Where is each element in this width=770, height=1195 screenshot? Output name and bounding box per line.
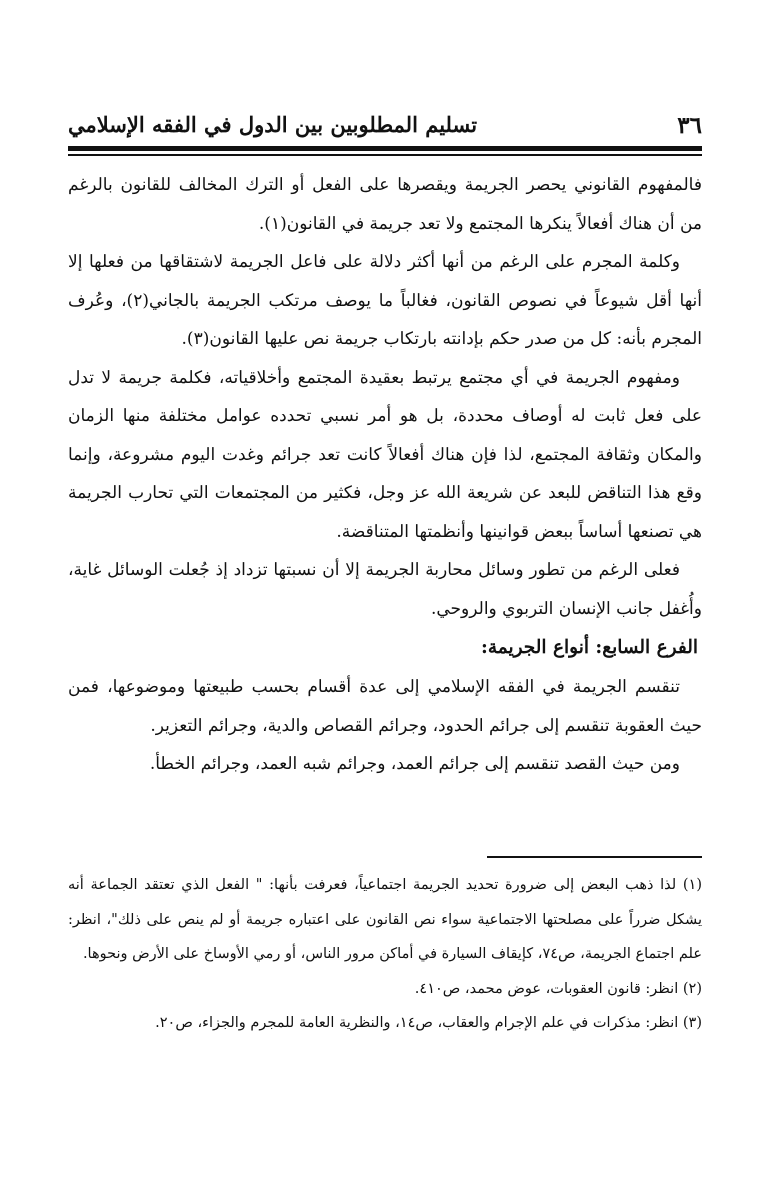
running-title: تسليم المطلوبين بين الدول في الفقه الإسلامي [68,112,478,137]
page-header [68,112,702,146]
page-number: ٣٦ [677,112,702,139]
footnote-1: (١) لذا ذهب البعض إلى ضرورة تحديد الجريمة اجتماعياً، فعرفت بأنها: " الفعل الذي تعتقد الجماعة أنه يشكل ضرراً على مصلحتها الاجتماعية سواء نص القانون على اعتباره جريمة أو لم ينص على ذلك"، انظر: علم اجتماع الجريمة، ص٧٤، كإيقاف السيارة في أماكن مرور الناس، أو رمي الأوساخ على الأرض ونحوها. [68,877,702,962]
paragraph-2: وكلمة المجرم على الرغم من أنها أكثر دلالة على فاعل الجريمة لاشتقاقها من فعلها إلا أنها أقل شيوعاً في نصوص القانون، فغالباً ما يوصف مرتكب الجريمة بالجاني(٢)، وعُرف المجرم بأنه: كل من صدر حكم بإدانته بارتكاب جريمة نص عليها القانون(٣). [68,252,702,349]
footnotes [68,868,702,1041]
paragraph-5: تنقسم الجريمة في الفقه الإسلامي إلى عدة أقسام بحسب طبيعتها وموضوعها، فمن حيث العقوبة تنقسم إلى جرائم الحدود، وجرائم القصاص والدية، وجرائم التعزير. [68,677,702,736]
main-text [68,166,702,784]
header-rule-thin [68,154,702,156]
header-rule-thick [68,146,702,151]
footnote-separator [487,856,702,858]
section-heading: الفرع السابع: أنواع الجريمة: [481,637,698,658]
paragraph-3: ومفهوم الجريمة في أي مجتمع يرتبط بعقيدة المجتمع وأخلاقياته، فكلمة جريمة لا تدل على فعل ثابت له أوصاف محددة، بل هو أمر نسبي تحدده عوامل مختلفة منها الزمان والمكان وثقافة المجتمع، لذا فإن هناك أفعالاً كانت تعد جرائم وغدت اليوم مشروعة، وإنما وقع هذا التناقض للبعد عن شريعة الله عز وجل، فكثير من المجتمعات التي تحارب الجريمة هي تصنعها أساساً ببعض قوانينها وأنظمتها المتناقضة. [68,367,702,542]
footnote-3: (٣) انظر: مذكرات في علم الإجرام والعقاب، ص١٤، والنظرية العامة للمجرم والجزاء، ص٢٠. [155,1015,702,1031]
footnote-2: (٢) انظر: قانون العقوبات، عوض محمد، ص٤١٠. [414,980,702,997]
paragraph-4: فعلى الرغم من تطور وسائل محاربة الجريمة إلا أن نسبتها تزداد إذ جُعلت الوسائل غاية، وأُغفل جانب الإنسان التربوي والروحي. [68,560,702,619]
paragraph-6: ومن حيث القصد تنقسم إلى جرائم العمد، وجرائم شبه العمد، وجرائم الخطأ. [149,754,680,774]
paragraph-1: فالمفهوم القانوني يحصر الجريمة ويقصرها على الفعل أو الترك المخالف للقانون بالرغم من أن هناك أفعالاً ينكرها المجتمع ولا تعد جريمة في القانون(١). [68,175,702,234]
